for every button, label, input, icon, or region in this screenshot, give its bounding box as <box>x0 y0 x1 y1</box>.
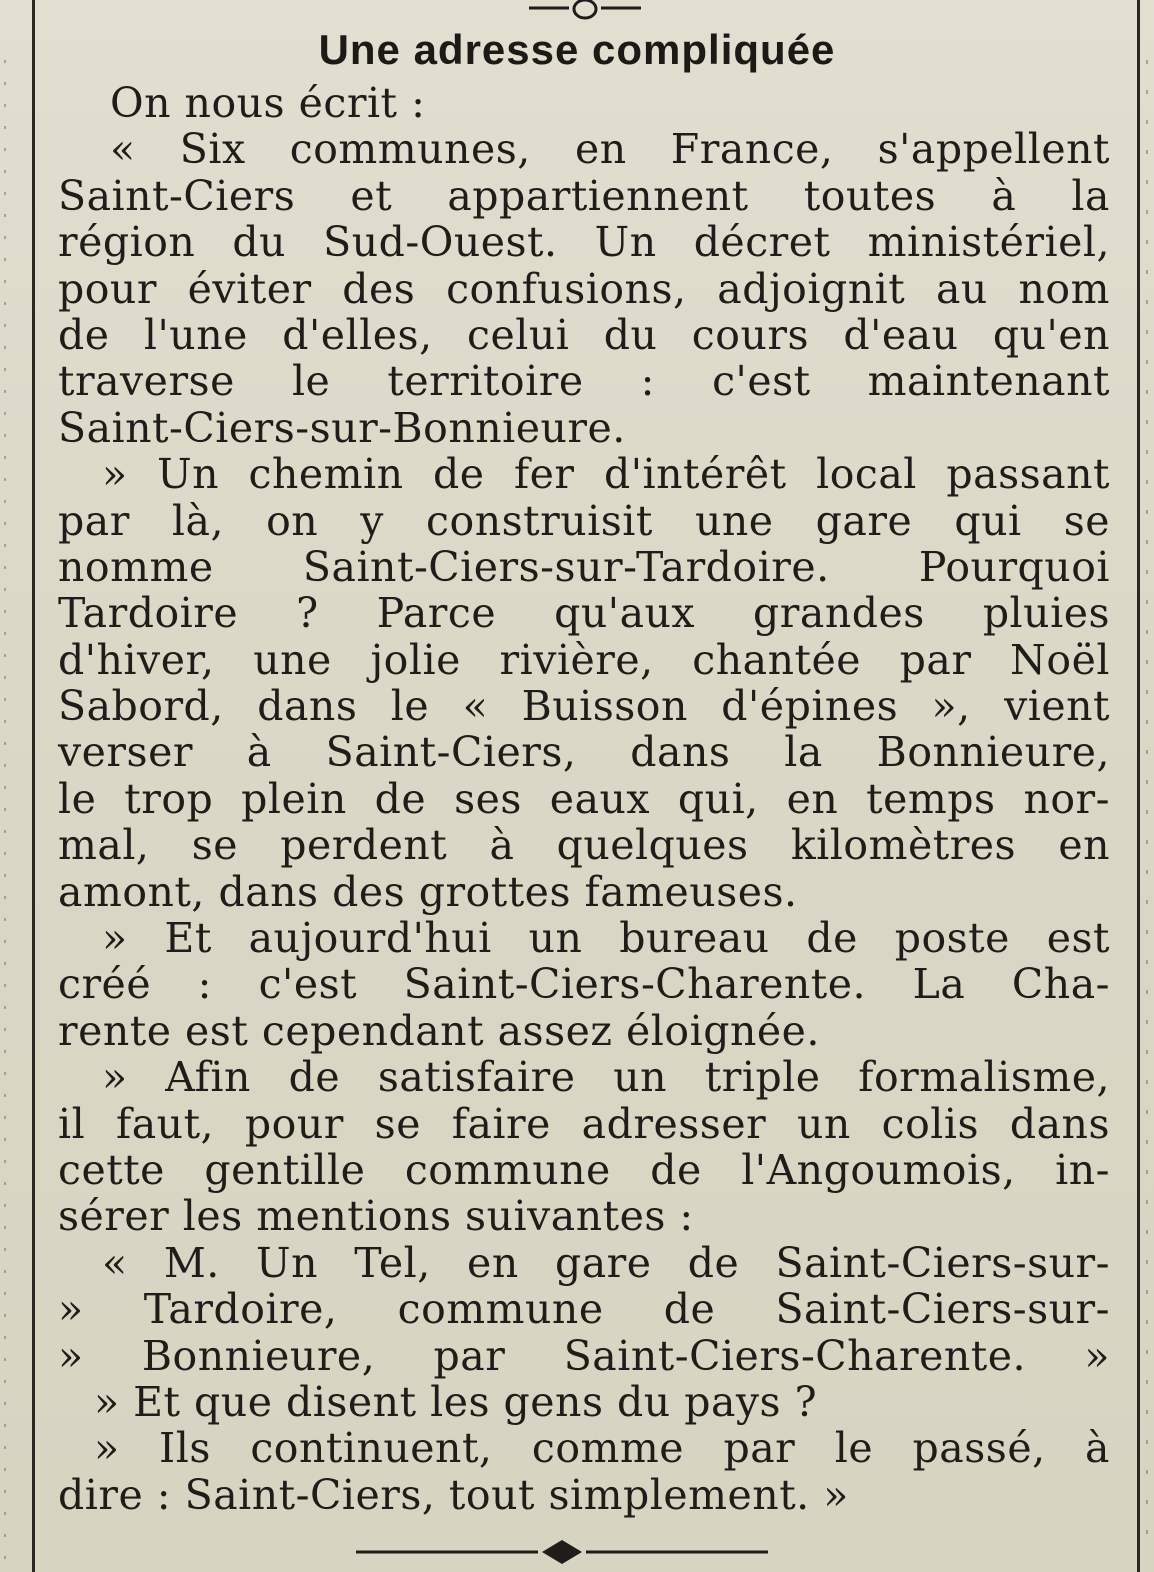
article-line: « Six communes, en France, s'appellent <box>110 125 1110 174</box>
article-line: Tardoire ? Parce qu'aux grandes pluies <box>58 589 1110 638</box>
article-line: le trop plein de ses eaux qui, en temps nor- <box>58 774 1110 823</box>
article-line: traverse le territoire : c'est maintenant <box>58 357 1110 406</box>
article-title: Une adresse compliquée <box>318 26 836 73</box>
right-edge-speckle <box>1146 60 1148 1560</box>
article-line: il faut, pour se faire adresser un colis dans <box>58 1099 1110 1148</box>
article-line: de l'une d'elles, celui du cours d'eau qu'en <box>58 310 1110 359</box>
article-line: On nous écrit : <box>110 79 426 127</box>
left-edge-speckle <box>4 60 6 1560</box>
article-line: mal, se perdent à quelques kilomètres en <box>58 821 1110 870</box>
right-column-rule <box>1137 0 1140 1572</box>
article-line: sérer les mentions suivantes : <box>58 1192 694 1241</box>
article-line: Sabord, dans le « Buisson d'épines », vient <box>58 682 1110 731</box>
article-line: » Bonnieure, par Saint-Ciers-Charente. » <box>58 1331 1110 1380</box>
article-line: Saint-Ciers et appartiennent toutes à la <box>58 171 1110 220</box>
article-line: « M. Un Tel, en gare de Saint-Ciers-sur- <box>102 1238 1110 1287</box>
bottom-ornament-divider <box>352 1534 772 1566</box>
left-column-rule <box>32 0 35 1572</box>
article-line: région du Sud-Ouest. Un décret ministériel, <box>58 218 1110 267</box>
article-line: dire : Saint-Ciers, tout simplement. » <box>58 1470 849 1519</box>
article-line: » Un chemin de fer d'intérêt local passant <box>102 450 1110 499</box>
article-body <box>58 80 1110 1518</box>
article-line: Saint-Ciers-sur-Bonnieure. <box>58 403 626 452</box>
article-line: » Et aujourd'hui un bureau de poste est <box>102 914 1110 963</box>
article-line: verser à Saint-Ciers, dans la Bonnieure, <box>58 728 1110 777</box>
article-line: nomme Saint-Ciers-sur-Tardoire. Pourquoi <box>58 542 1110 591</box>
article-line: d'hiver, une jolie rivière, chantée par Noël <box>58 635 1110 684</box>
article-line: » Afin de satisfaire un triple formalisme, <box>102 1053 1110 1102</box>
article-line: » Et que disent les gens du pays ? <box>94 1377 818 1426</box>
article-line: amont, dans des grottes fameuses. <box>58 867 798 916</box>
article-line: » Tardoire, commune de Saint-Ciers-sur- <box>58 1285 1110 1334</box>
article-line: rente est cependant assez éloignée. <box>58 1006 820 1055</box>
article-line: créé : c'est Saint-Ciers-Charente. La Cha- <box>58 960 1110 1009</box>
article-line: par là, on y construisit une gare qui se <box>58 496 1110 545</box>
article-line: cette gentille commune de l'Angoumois, in- <box>58 1145 1110 1194</box>
article-line: pour éviter des confusions, adjoignit au nom <box>58 264 1110 313</box>
article-line: » Ils continuent, comme par le passé, à <box>94 1424 1110 1473</box>
top-ornament-divider <box>527 0 643 24</box>
